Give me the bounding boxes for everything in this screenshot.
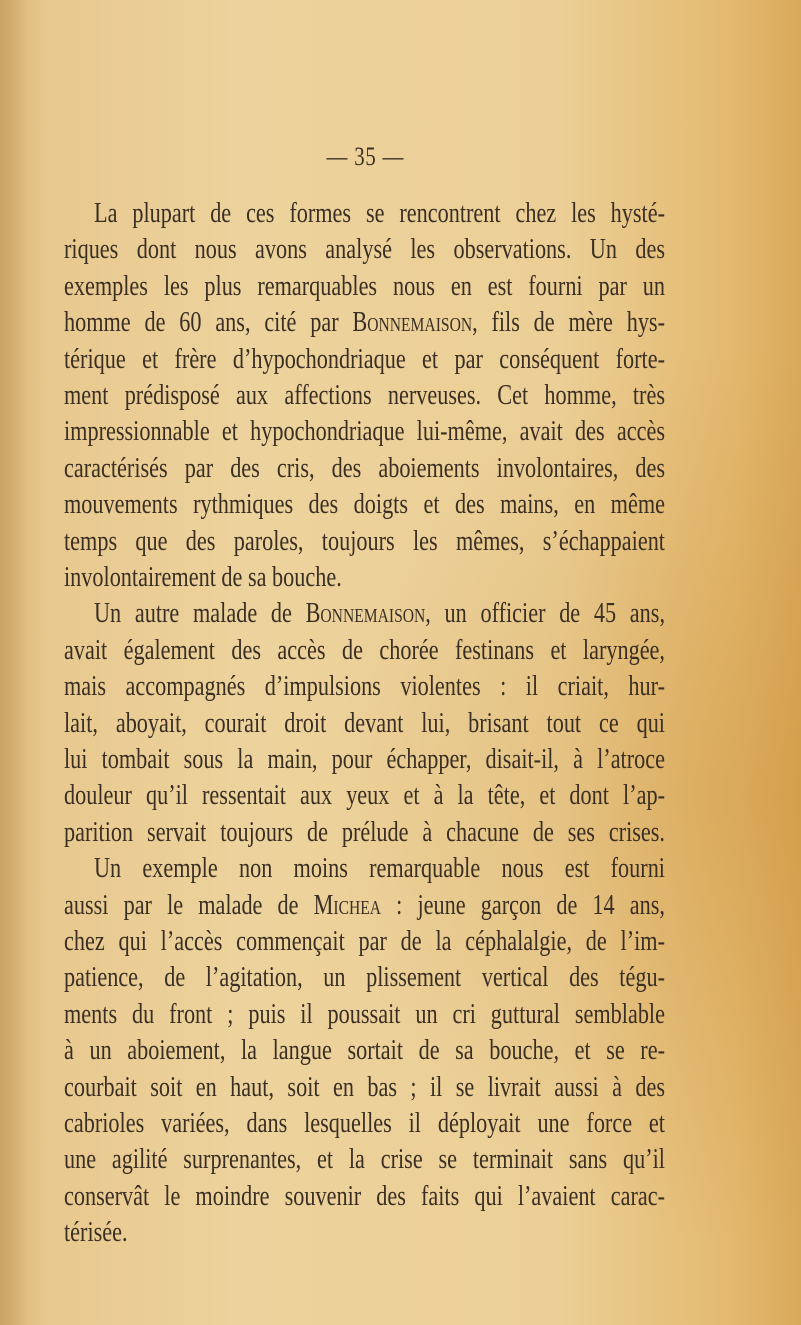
text-line [64, 744, 665, 776]
text-segment: parition servait toujours de prélude à chacune de ses crises. [64, 816, 665, 848]
text-line [64, 526, 665, 558]
text-segment: exemples les plus remarquables nous en est fourni par un [64, 270, 665, 302]
text-segment: riques dont nous avons analysé les observations. Un des [64, 234, 665, 266]
text-line [64, 890, 665, 922]
text-line [64, 635, 665, 667]
text-segment: mouvements rythmiques des doigts et des mains, en même [64, 489, 665, 521]
text-line [64, 380, 665, 412]
text-segment: douleur qu’il ressentait aux yeux et à la tête, et dont l’ap- [64, 780, 665, 812]
text-segment: avait également des accès de chorée festinans et laryngée, [64, 634, 665, 666]
text-line [94, 853, 665, 885]
text-line [64, 671, 665, 703]
text-segment: courbait soit en haut, soit en bas ; il se livrait aussi à des [64, 1071, 665, 1103]
text-segment: Un autre malade de [94, 598, 306, 630]
page-edge-shadow [0, 0, 28, 1325]
text-line [64, 962, 665, 994]
text-segment: involontairement de sa bouche. [64, 562, 342, 593]
text-line [64, 817, 665, 849]
text-segment: , fils de mère hys- [472, 307, 665, 339]
text-segment: une agilité surprenantes, et la crise se terminait sans qu’il [64, 1144, 665, 1176]
author-name: Michea [313, 889, 382, 921]
text-line [64, 1144, 665, 1176]
text-segment: homme de 60 ans, cité par [64, 307, 353, 339]
text-line [64, 307, 665, 339]
author-name: Bonnemaison [352, 307, 473, 339]
text-segment: ment prédisposé aux affections nerveuses. Cet homme, très [64, 380, 665, 411]
text-line [64, 453, 665, 485]
text-segment: ments du front ; puis il poussait un cri guttural semblable [64, 998, 665, 1030]
text-segment: impressionnable et hypochondriaque lui-même, avait des accès [64, 416, 665, 448]
text-segment: chez qui l’accès commençait par de la céphalalgie, de l’im- [64, 926, 665, 957]
text-line [64, 1181, 665, 1213]
text-line [64, 344, 665, 376]
text-line [64, 271, 665, 303]
text-segment: à un aboiement, la langue sortait de sa bouche, et se re- [64, 1035, 665, 1067]
text-segment: aussi par le malade de [64, 889, 314, 921]
text-segment: Un exemple non moins remarquable nous est fourni [94, 853, 665, 885]
text-line [64, 1108, 665, 1140]
text-segment: : jeune garçon de 14 ans, [381, 889, 665, 921]
text-segment: caractérisés par des cris, des aboiements involontaires, des [64, 452, 665, 484]
text-line [64, 489, 665, 521]
text-line [64, 999, 665, 1031]
text-line [64, 926, 665, 958]
text-line [64, 1217, 665, 1249]
text-line [64, 708, 665, 740]
text-segment: lui tombait sous la main, pour échapper, disait-il, à l’atroce [64, 744, 665, 775]
text-segment: térisée. [64, 1217, 128, 1249]
text-line [64, 416, 665, 448]
text-segment: , un officier de 45 ans, [425, 598, 666, 630]
text-line [64, 234, 665, 266]
text-line [64, 1072, 665, 1104]
text-segment: mais accompagnés d’impulsions violentes : il criait, hur- [64, 671, 665, 703]
text-line [64, 780, 665, 812]
text-segment: patience, de l’agitation, un plissement vertical des tégu- [64, 962, 665, 994]
page-number: — 35 — [326, 142, 405, 171]
text-segment: conservât le moindre souvenir des faits qui l’avaient carac- [64, 1180, 665, 1212]
text-segment: térique et frère d’hypochondriaque et par conséquent forte- [64, 343, 665, 375]
text-segment: temps que des paroles, toujours les mêmes, s’échappaient [64, 525, 665, 557]
text-segment: La plupart de ces formes se rencontrent chez les hysté- [94, 198, 665, 229]
text-line [94, 198, 665, 230]
text-line [94, 598, 665, 630]
text-segment: lait, aboyait, courait droit devant lui, brisant tout ce qui [64, 707, 665, 739]
text-line [64, 562, 665, 594]
author-name: Bonnemaison [305, 598, 426, 630]
text-line [64, 1035, 665, 1067]
text-segment: cabrioles variées, dans lesquelles il déployait une force et [64, 1108, 665, 1139]
